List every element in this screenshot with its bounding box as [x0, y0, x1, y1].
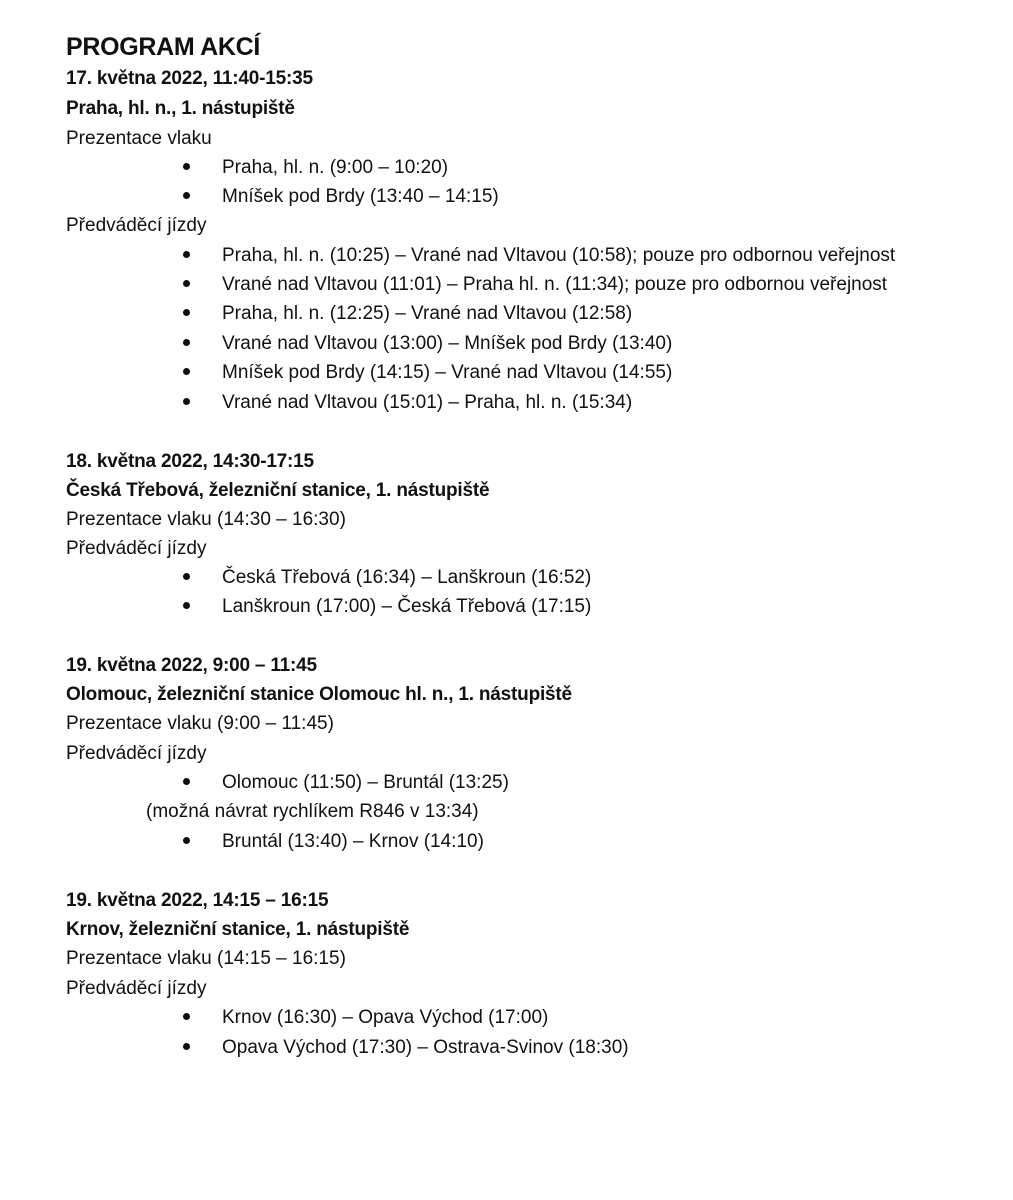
- list-item: [183, 592, 592, 621]
- presentation-label: Prezentace vlaku (14:30 – 16:30): [66, 509, 346, 530]
- rides-label: Předváděcí jízdy: [66, 538, 207, 559]
- bullet-icon: [183, 602, 190, 609]
- list-item-text: Praha, hl. n. (9:00 – 10:20): [222, 157, 449, 178]
- ride-note: (možná návrat rychlíkem R846 v 13:34): [146, 801, 479, 822]
- rides-label: Předváděcí jízdy: [66, 743, 207, 764]
- event-location: Česká Třebová, železniční stanice, 1. nástupiště: [66, 480, 490, 501]
- list-item-text: Mníšek pod Brdy (14:15) – Vrané nad Vltavou (14:55): [222, 362, 673, 383]
- bullet-icon: [183, 778, 190, 785]
- presentation-label: Prezentace vlaku (9:00 – 11:45): [66, 713, 334, 734]
- document-title: PROGRAM AKCÍ: [66, 33, 261, 61]
- bullet-icon: [183, 1013, 190, 1020]
- list-item-text: Praha, hl. n. (12:25) – Vrané nad Vltavou (12:58): [222, 303, 633, 324]
- list-item-text: Lanškroun (17:00) – Česká Třebová (17:15): [222, 596, 592, 617]
- bullet-icon: [183, 251, 190, 258]
- list-item: [183, 182, 499, 211]
- event-location: Olomouc, železniční stanice Olomouc hl. n., 1. nástupiště: [66, 684, 572, 705]
- bullet-icon: [183, 368, 190, 375]
- list-item: [183, 827, 484, 856]
- event-date: 17. května 2022, 11:40-15:35: [66, 68, 313, 89]
- list-item-text: Mníšek pod Brdy (13:40 – 14:15): [222, 186, 499, 207]
- list-item: [183, 358, 673, 387]
- list-item: [183, 768, 509, 797]
- bullet-icon: [183, 163, 190, 170]
- list-item-text: Vrané nad Vltavou (15:01) – Praha, hl. n. (15:34): [222, 392, 633, 413]
- rides-label: Předváděcí jízdy: [66, 215, 207, 236]
- list-item: [183, 1033, 629, 1062]
- presentation-label: Prezentace vlaku: [66, 128, 212, 149]
- list-item-text: Česká Třebová (16:34) – Lanškroun (16:52): [222, 567, 592, 588]
- list-item-text: Praha, hl. n. (10:25) – Vrané nad Vltavou (10:58); pouze pro odbornou veřejnost: [222, 245, 896, 266]
- bullet-icon: [183, 309, 190, 316]
- list-item-text: Vrané nad Vltavou (13:00) – Mníšek pod Brdy (13:40): [222, 333, 673, 354]
- list-item-text: Vrané nad Vltavou (11:01) – Praha hl. n. (11:34); pouze pro odbornou veřejnost: [222, 274, 888, 295]
- list-item-text: Opava Východ (17:30) – Ostrava-Svinov (18:30): [222, 1037, 629, 1058]
- list-item: [183, 299, 633, 328]
- list-item-text: Olomouc (11:50) – Bruntál (13:25): [222, 772, 509, 793]
- list-item: [183, 563, 592, 592]
- event-date: 19. května 2022, 14:15 – 16:15: [66, 890, 329, 911]
- bullet-icon: [183, 339, 190, 346]
- list-item: [183, 388, 633, 417]
- event-location: Krnov, železniční stanice, 1. nástupiště: [66, 919, 410, 940]
- bullet-icon: [183, 837, 190, 844]
- list-item-text: Bruntál (13:40) – Krnov (14:10): [222, 831, 484, 852]
- list-item: [183, 241, 896, 270]
- event-location: Praha, hl. n., 1. nástupiště: [66, 98, 295, 119]
- list-item-text: Krnov (16:30) – Opava Východ (17:00): [222, 1007, 549, 1028]
- list-item: [183, 153, 449, 182]
- event-date: 19. května 2022, 9:00 – 11:45: [66, 655, 317, 676]
- list-item: [183, 329, 673, 358]
- bullet-icon: [183, 398, 190, 405]
- bullet-icon: [183, 1043, 190, 1050]
- bullet-icon: [183, 280, 190, 287]
- list-item: [183, 270, 888, 299]
- list-item: [183, 1003, 549, 1032]
- event-date: 18. května 2022, 14:30-17:15: [66, 451, 314, 472]
- bullet-icon: [183, 192, 190, 199]
- bullet-icon: [183, 573, 190, 580]
- rides-label: Předváděcí jízdy: [66, 978, 207, 999]
- presentation-label: Prezentace vlaku (14:15 – 16:15): [66, 948, 346, 969]
